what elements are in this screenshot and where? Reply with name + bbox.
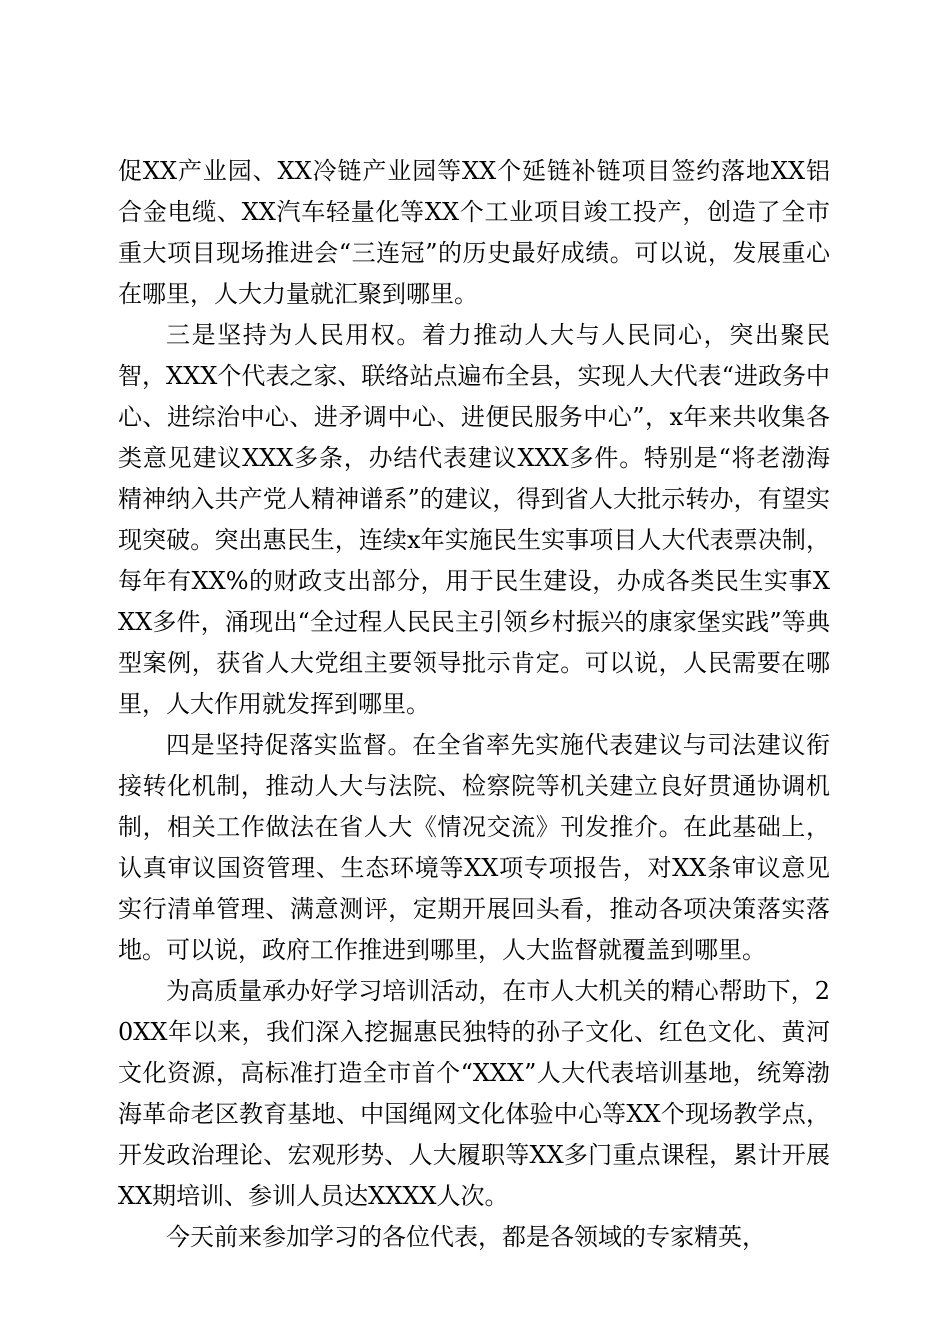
paragraph-people-power: 三是坚持为人民用权。着力推动人大与人民同心，突出聚民智，XXX个代表之家、联络站点遍布全县，实现人大代表“进政务中心、进综治中心、进矛调中心、进便民服务中心”，x年来共收集各类意见建议XXX多条，办结代表建议XXX多件。特别是“将老渤海精神纳入共产党人精神谱系”的建议，得到省人大批示转办，有望实现突破。突出惠民生，连续x年实施民生实事项目人大代表票决制，每年有XX%的财政支出部分，用于民生建设，办成各类民生实事XXX多件，涌现出“全过程人民民主引领乡村振兴的康家堡实践”等典型案例，获省人大党组主要领导批示肯定。可以说，人民需要在哪里，人大作用就发挥到哪里。 xyxy=(118,321,830,718)
paragraph-continuation: 促XX产业园、XX冷链产业园等XX个延链补链项目签约落地XX铝合金电缆、XX汽车轻量化等XX个工业项目竣工投产，创造了全市重大项目现场推进会“三连冠”的历史最好成绩。可以说，发展重心在哪里，人大力量就汇聚到哪里。 xyxy=(118,157,830,308)
document-page xyxy=(118,151,830,1258)
paragraph-supervision: 四是坚持促落实监督。在全省率先实施代表建议与司法建议衔接转化机制，推动人大与法院、检察院等机关建立良好贯通协调机制，相关工作做法在省人大《情况交流》刊发推介。在此基础上，认真审议国资管理、生态环境等XX项专项报告，对XX条审议意见实行清单管理、满意测评，定期开展回头看，推动各项决策落实落地。可以说，政府工作推进到哪里，人大监督就覆盖到哪里。 xyxy=(118,731,830,964)
paragraph-training-base: 为高质量承办好学习培训活动，在市人大机关的精心帮助下，20XX年以来，我们深入挖掘惠民独特的孙子文化、红色文化、黄河文化资源，高标准打造全市首个“XXX”人大代表培训基地，统筹渤海革命老区教育基地、中国绳网文化体验中心等XX个现场教学点，开发政治理论、宏观形势、人大履职等XX多门重点课程，累计开展XX期培训、参训人员达XXXX人次。 xyxy=(118,977,830,1210)
paragraph-closing: 今天前来参加学习的各位代表，都是各领域的专家精英， xyxy=(166,1223,766,1251)
